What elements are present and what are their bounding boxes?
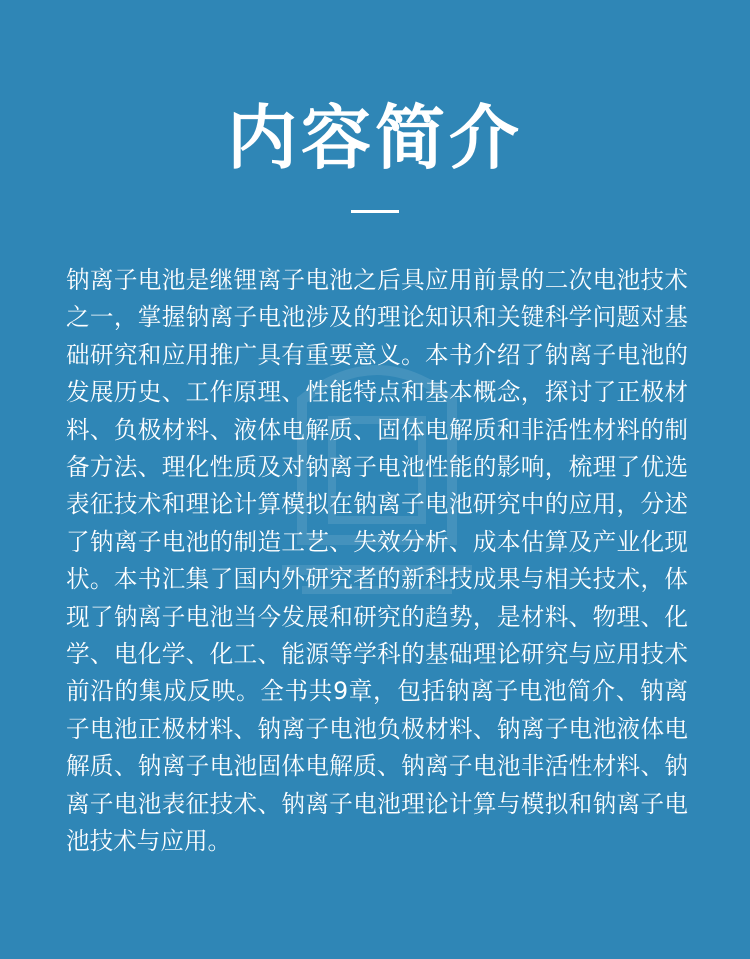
page-title: 内容简介 — [227, 97, 523, 179]
title-divider — [351, 210, 399, 213]
intro-paragraph: 钠离子电池是继锂离子电池之后具应用前景的二次电池技术之一，掌握钠离子电池涉及的理论知识和关键科学问题对基础研究和应用推广具有重要意义。本书介绍了钠离子电池的发展历史、工作原理、性能特点和基本概念，探讨了正极材料、负极材料、液体电解质、固体电解质和非活性材料的制备方法、理化性质及对钠离子电池性能的影响，梳理了优选表征技术和理论计算模拟在钠离子电池研究中的应用，分述了钠离子电池的制造工艺、失效分析、成本估算及产业化现状。本书汇集了国内外研究者的新科技成果与相关技术，体现了钠离子电池当今发展和研究的趋势，是材料、物理、化学、电化学、化工、能源等学科的基础理论研究与应用技术前沿的集成反映。全书共9章，包括钠离子电池简介、钠离子电池正极材料、钠离子电池负极材料、钠离子电池液体电解质、钠离子电池固体电解质、钠离子电池非活性材料、钠离子电池表征技术、钠离子电池理论计算与模拟和钠离子电池技术与应用。 — [66, 266, 688, 856]
